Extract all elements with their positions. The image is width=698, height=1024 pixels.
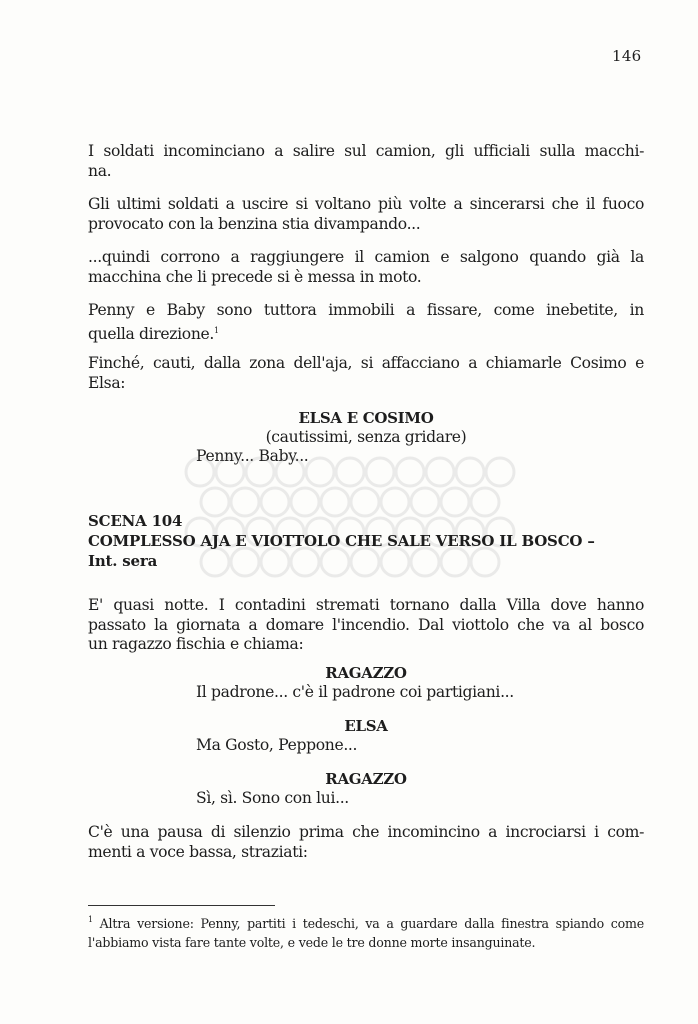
paragraph: Penny e Baby sono tuttora immobili a fissare, come inebetite, in quella direzione.$^1$ [88,301,644,343]
scene-number: SCENA 104 [88,512,183,530]
character-name: RAGAZZO [325,770,407,788]
paragraph: Gli ultimi soldati a uscire si voltano più volte a sincerarsi che il fuoco provocato con la benzina stia divampando... [88,195,644,233]
footnote-divider [88,905,275,906]
character-name: RAGAZZO [325,664,407,682]
character-name: ELSA E COSIMO [298,409,434,427]
paragraph: I soldati incominciano a salire sul camion, gli ufficiali sulla macchi- na. [88,142,644,180]
paragraph: Finché, cauti, dalla zona dell'aja, si affacciano a chiamarle Cosimo e Elsa: [88,354,644,392]
paragraph: C'è una pausa di silenzio prima che incomincino a incrociarsi i com- menti a voce bassa, straziati: [88,823,644,861]
page-number: 146 [612,47,642,65]
dialogue-line: Sì, sì. Sono con lui... [196,789,349,807]
dialogue-line: Il padrone... c'è il padrone coi partigiani... [196,683,514,701]
dialogue-line: Ma Gosto, Peppone... [196,736,358,754]
dialogue-line: Penny... Baby... [196,447,309,465]
scene-heading [88,511,648,571]
footnote: $^1$ Altra versione: Penny, partiti i tedeschi, va a guardare dalla finestra spiando come l'abbiamo vista fare tante volte, e vede le tre donne morte insanguinate. [88,915,644,950]
scene-location: COMPLESSO AJA E VIOTTOLO CHE SALE VERSO IL BOSCO – [88,532,595,550]
parenthetical: (cautissimi, senza gridare) [265,428,467,446]
footnote-marker: 1 [88,915,93,924]
character-name: ELSA [344,717,388,735]
footnote-reference[interactable]: 1 [214,325,219,335]
paragraph: E' quasi notte. I contadini stremati tornano dalla Villa dove hanno passato la giornata a domare l'incendio. Dal viottolo che va al bosco un ragazzo fischia e chiama: [88,596,644,653]
paragraph: ...quindi corrono a raggiungere il camion e salgono quando già la macchina che li precede si è messa in moto. [88,248,644,286]
scene-time: Int. sera [88,552,158,570]
